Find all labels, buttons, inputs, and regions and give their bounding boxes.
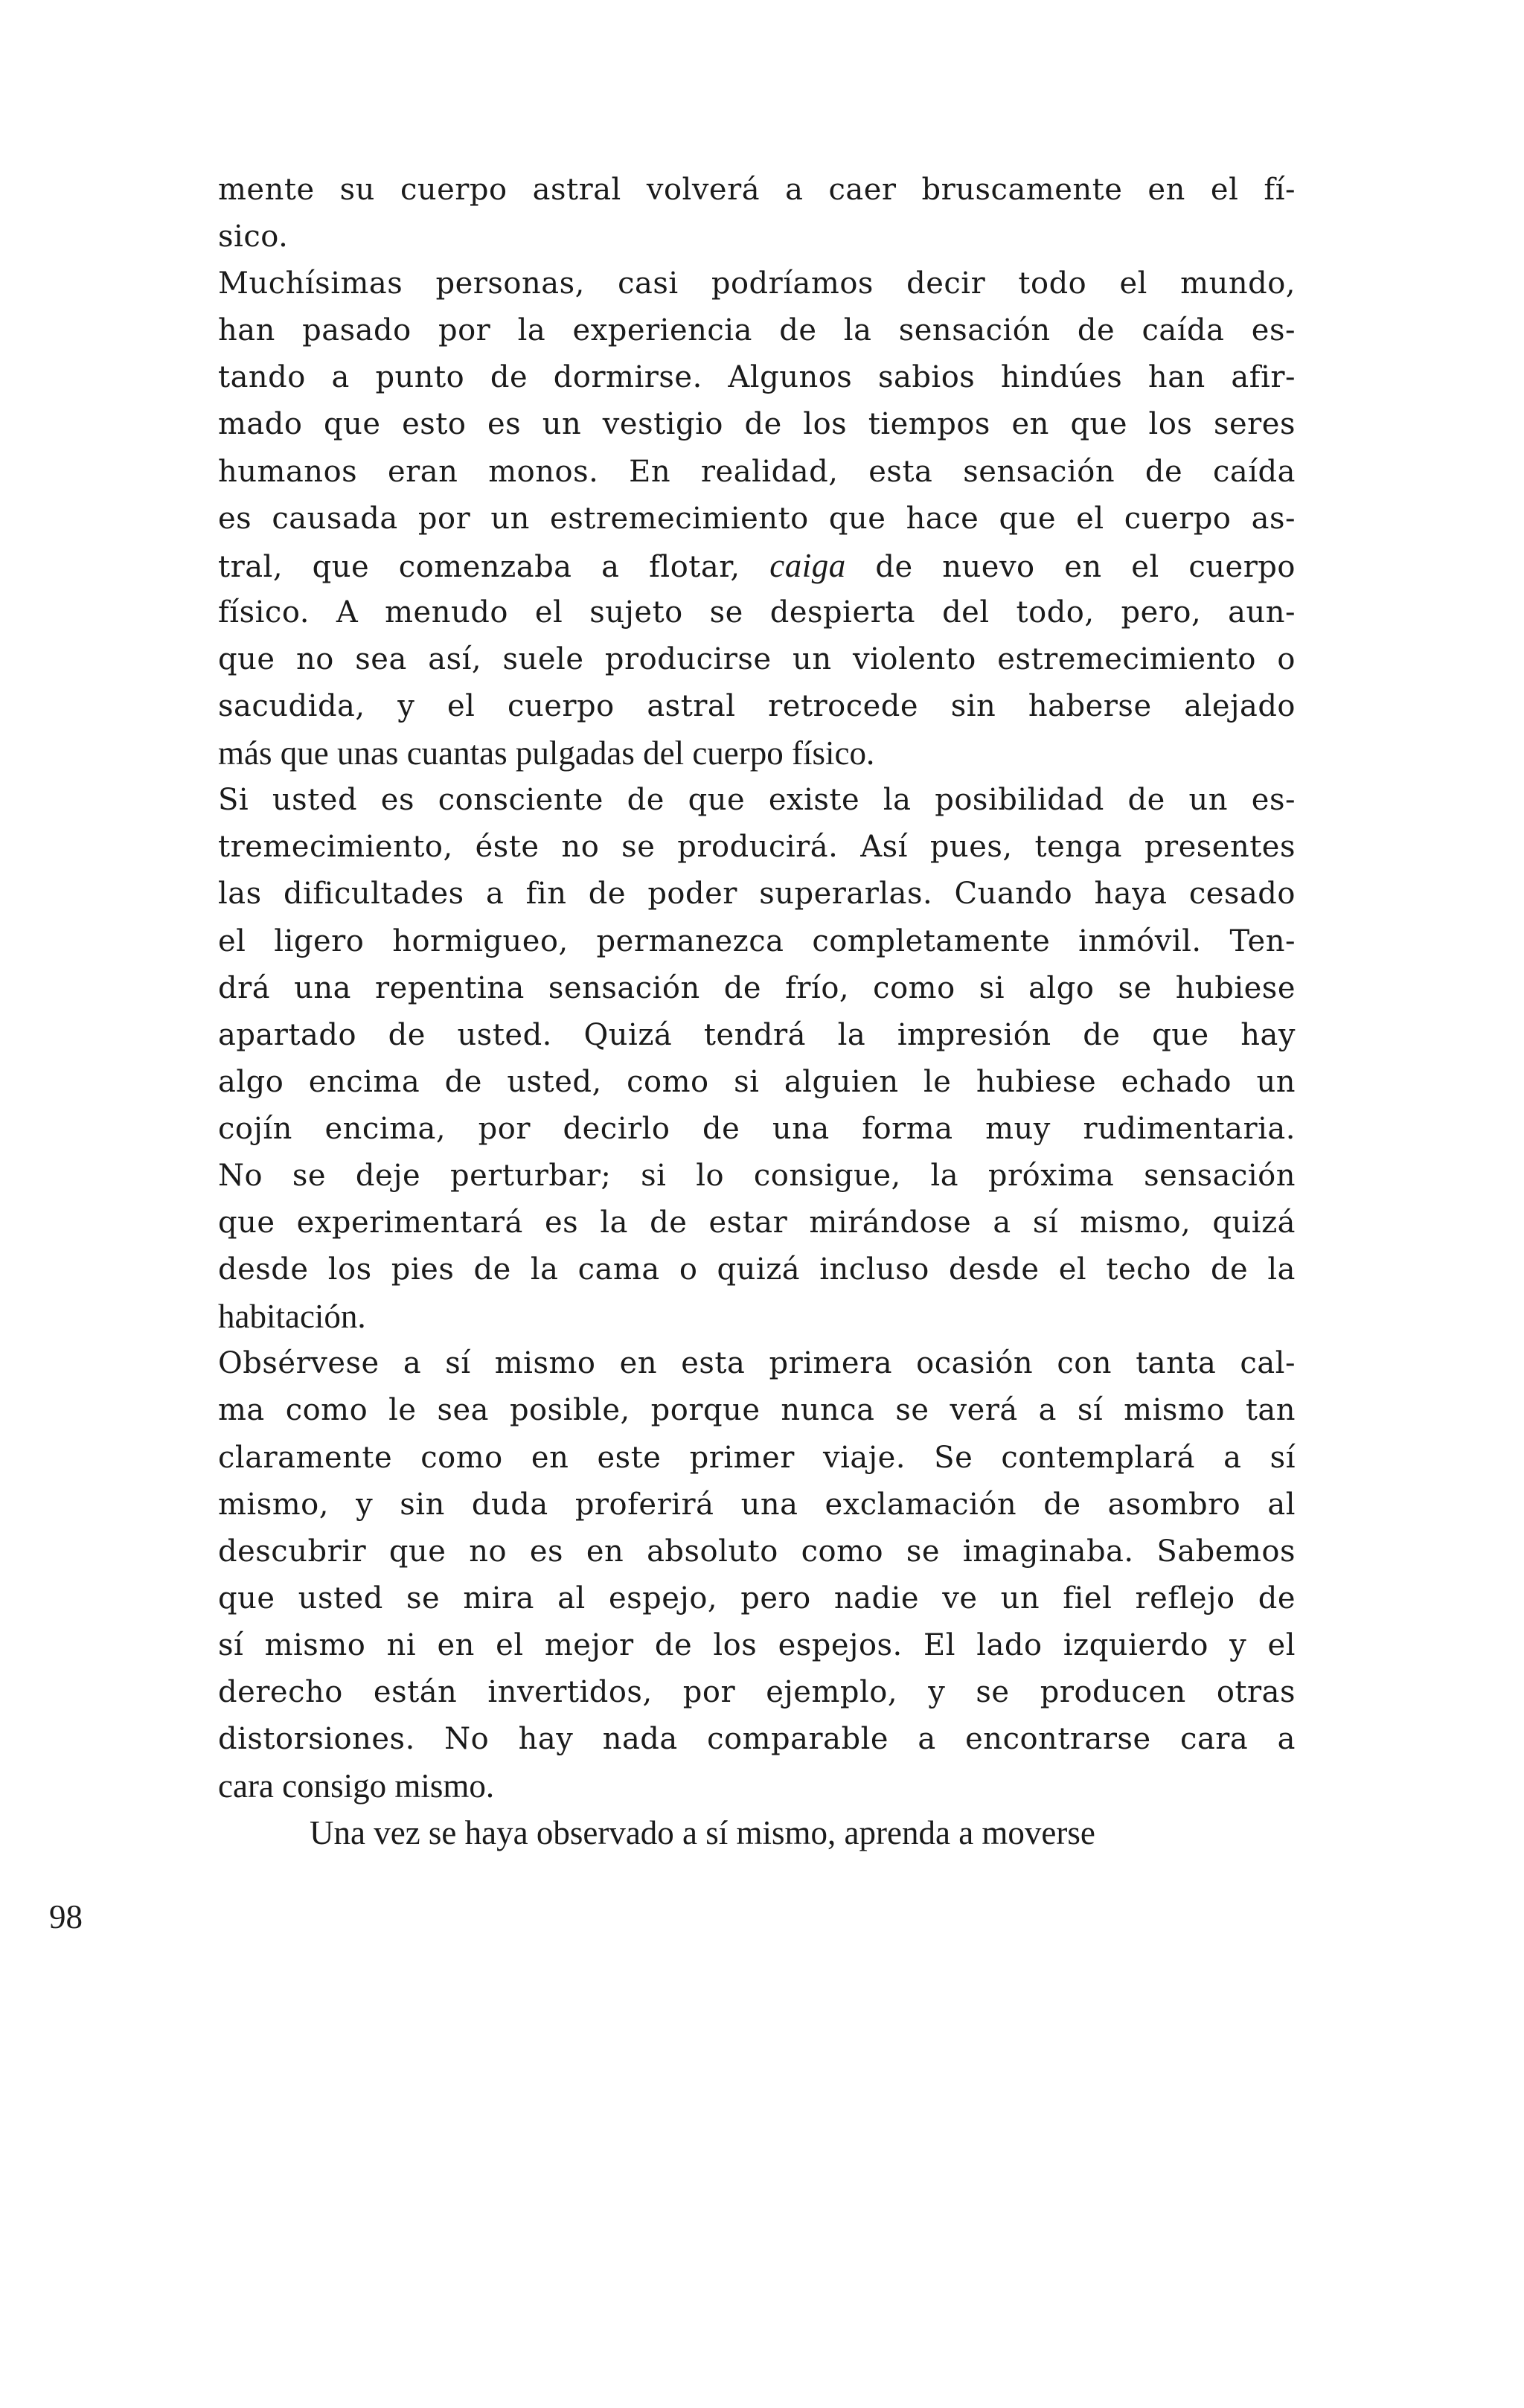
text-line: que experimentará es la de estar mirándose a sí mismo, quizá [218, 1205, 1296, 1240]
text-line: sacudida, y el cuerpo astral retrocede sin haberse alejado [218, 689, 1296, 724]
text-line: Una vez se haya observado a sí mismo, aprenda a moverse [310, 1814, 1095, 1852]
paragraph [218, 167, 1296, 260]
text-line: desde los pies de la cama o quizá incluso desde el techo de la [218, 1252, 1296, 1287]
text-line: mado que esto es un vestigio de los tiempos en que los seres [218, 407, 1296, 442]
italic-emphasis: caiga [769, 546, 846, 584]
paragraph [218, 777, 1296, 1340]
text-line: mente su cuerpo astral volverá a caer bruscamente en el fí- [218, 173, 1296, 207]
text-line: es causada por un estremecimiento que hace que el cuerpo as- [218, 501, 1296, 536]
text-line: que usted se mira al espejo, pero nadie ve un fiel reflejo de [218, 1581, 1296, 1616]
text-line: que no sea así, suele producirse un violento estremecimiento o [218, 641, 1296, 676]
text-line: sico. [218, 220, 289, 254]
text-line: cara consigo mismo. [218, 1767, 495, 1805]
text-line: Si usted es consciente de que existe la posibilidad de un es- [218, 783, 1296, 818]
text-line: derecho están invertidos, por ejemplo, y se producen otras [218, 1675, 1296, 1709]
text-line: más que unas cuantas pulgadas del cuerpo físico. [218, 734, 875, 772]
text-line: humanos eran monos. En realidad, esta sensación de caída [218, 454, 1296, 489]
text-line: el ligero hormigueo, permanezca completamente inmóvil. Ten- [218, 923, 1296, 958]
text-line: No se deje perturbar; si lo consigue, la próxima sensación [218, 1158, 1296, 1193]
text-line: Muchísimas personas, casi podríamos decir todo el mundo, [218, 266, 1296, 301]
text-line [218, 542, 1296, 589]
text-line: físico. A menudo el sujeto se despierta del todo, pero, aun- [218, 595, 1296, 630]
text-line: drá una repentina sensación de frío, como si algo se hubiese [218, 970, 1296, 1005]
text-block [218, 167, 1296, 1857]
text-line: las dificultades a fin de poder superarlas. Cuando haya cesado [218, 877, 1296, 912]
text-line: tremecimiento, éste no se producirá. Así pues, tenga presentes [218, 830, 1296, 865]
text-line: habitación. [218, 1298, 366, 1336]
text-line: han pasado por la experiencia de la sensación de caída es- [218, 313, 1296, 348]
text-segment: tral, que comenzaba a flotar, [218, 549, 770, 584]
text-line: tando a punto de dormirse. Algunos sabios hindúes han afir- [218, 360, 1296, 395]
text-segment: de nuevo en el cuerpo [845, 549, 1296, 584]
text-line: mismo, y sin duda proferirá una exclamación de asombro al [218, 1487, 1296, 1522]
text-line: algo encima de usted, como si alguien le hubiese echado un [218, 1064, 1296, 1099]
text-line: ma como le sea posible, porque nunca se verá a sí mismo tan [218, 1393, 1296, 1428]
text-line: distorsiones. No hay nada comparable a encontrarse cara a [218, 1722, 1296, 1757]
text-line: claramente como en este primer viaje. Se contemplará a sí [218, 1440, 1296, 1475]
paragraph [218, 1340, 1296, 1810]
text-line: descubrir que no es en absoluto como se imaginaba. Sabemos [218, 1534, 1296, 1569]
text-line: sí mismo ni en el mejor de los espejos. El lado izquierdo y el [218, 1627, 1296, 1662]
paragraph [218, 1810, 1296, 1857]
paragraph [218, 260, 1296, 777]
text-line: apartado de usted. Quizá tendrá la impresión de que hay [218, 1017, 1296, 1052]
page-number: 98 [49, 1898, 83, 1935]
text-line: cojín encima, por decirlo de una forma muy rudimentaria. [218, 1111, 1296, 1146]
text-line: Obsérvese a sí mismo en esta primera ocasión con tanta cal- [218, 1346, 1296, 1381]
